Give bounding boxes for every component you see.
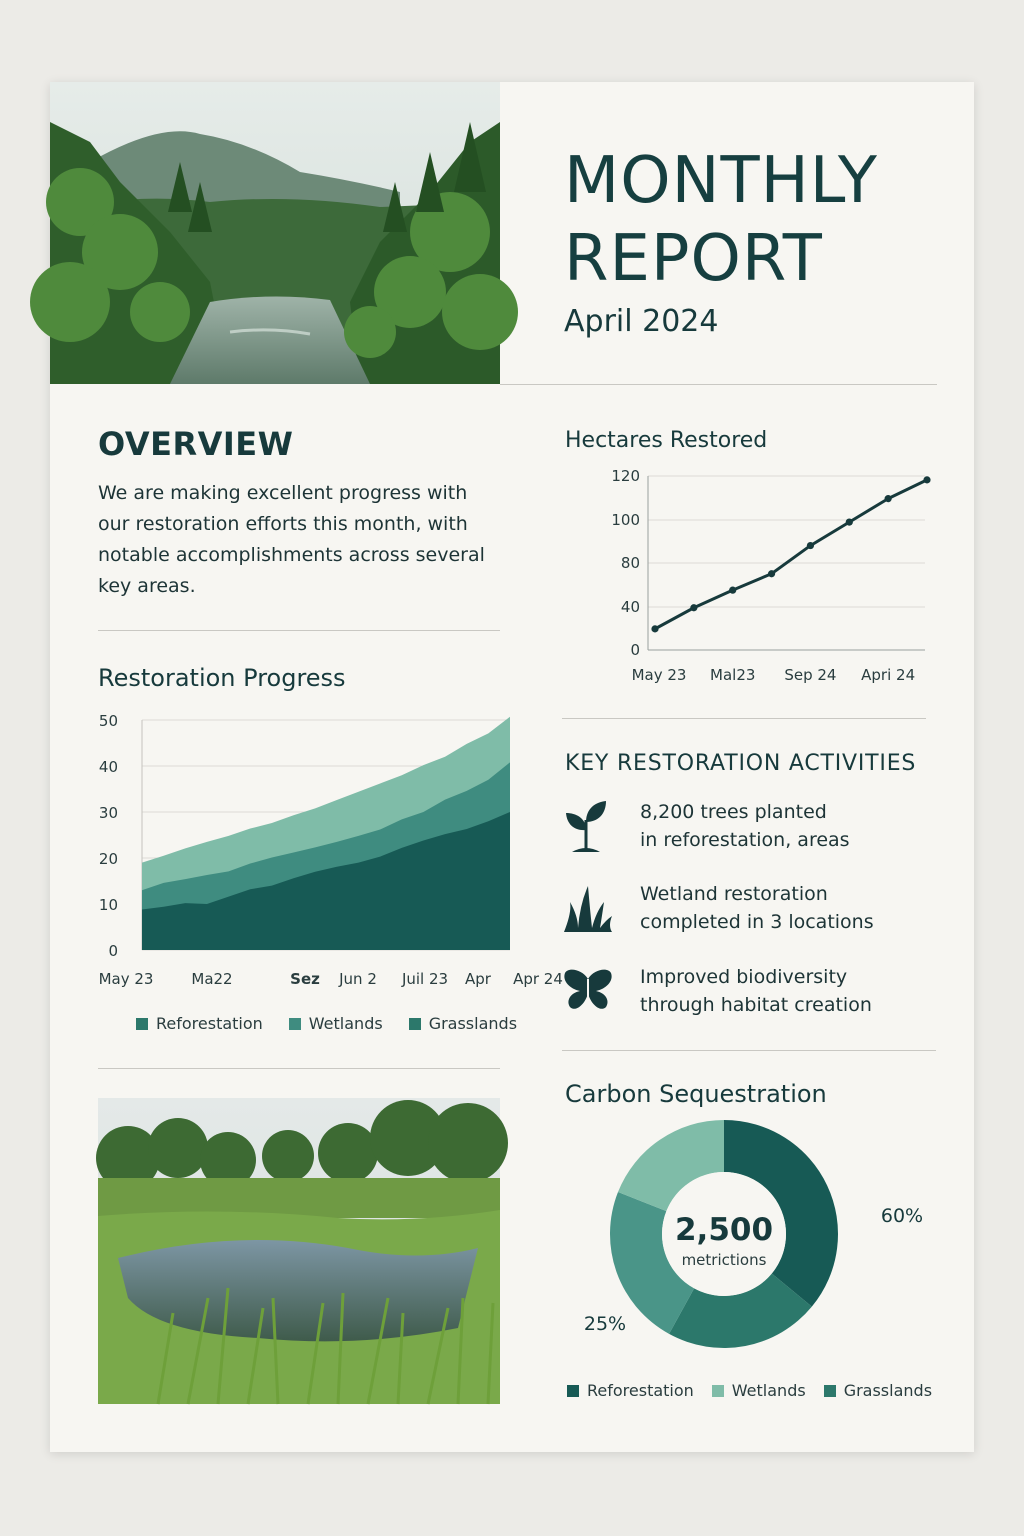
- butterfly-icon: [562, 967, 614, 1013]
- data-point: [729, 587, 736, 594]
- header-divider: [500, 384, 937, 385]
- y-tick-label: 0: [630, 641, 640, 659]
- legend-item-grasslands: Grasslands: [409, 1014, 517, 1033]
- y-tick-label: 10: [98, 896, 118, 914]
- seedling-icon: [562, 798, 610, 854]
- activities-heading: KEY RESTORATION ACTIVITIES: [565, 751, 917, 776]
- activity-text-trees: 8,200 trees planted in reforestation, areas: [640, 801, 850, 851]
- restoration-progress-legend: [136, 1014, 517, 1033]
- carbon-legend: [567, 1381, 932, 1400]
- progress-divider: [98, 1068, 500, 1069]
- slice-label: 25%: [583, 1313, 627, 1335]
- y-tick-label: 40: [620, 598, 640, 616]
- hectares-restored-title: Hectares Restored: [565, 428, 768, 453]
- x-tick-label: May 23: [98, 970, 154, 988]
- activity-text-biodiversity: Improved biodiversity through habitat creation: [640, 966, 872, 1016]
- data-point: [923, 476, 930, 483]
- x-tick-label: Apr 24: [513, 970, 563, 988]
- x-tick-label: Sep 24: [784, 666, 837, 684]
- activity-item-biodiversity: [562, 963, 942, 1023]
- y-tick-label: 120: [611, 467, 640, 485]
- carbon-sequestration-chart: [570, 1122, 940, 1372]
- data-point: [885, 495, 892, 502]
- y-tick-label: 0: [108, 942, 118, 960]
- overview-text: We are making excellent progress with our restoration efforts this month, with notable accomplishments across several key areas.: [98, 482, 485, 597]
- x-tick-label: Ma22: [191, 970, 233, 988]
- donut-center-label: metrictions: [681, 1251, 767, 1269]
- x-tick-label: Apr: [465, 970, 491, 988]
- slice-label: 60%: [880, 1205, 924, 1227]
- overview-heading: OVERVIEW: [98, 425, 294, 463]
- data-point: [690, 604, 697, 611]
- y-tick-label: 30: [98, 804, 118, 822]
- legend-item-grasslands: Grasslands: [824, 1381, 932, 1400]
- wetland-photo: [98, 1098, 500, 1404]
- report-page: [50, 82, 974, 1452]
- activities-divider: [562, 1050, 936, 1051]
- legend-item-reforestation: Reforestation: [567, 1381, 694, 1400]
- x-tick-label: Mal23: [710, 666, 756, 684]
- y-tick-label: 20: [98, 850, 118, 868]
- y-tick-label: 100: [611, 511, 640, 529]
- data-point: [846, 519, 853, 526]
- overview-divider: [98, 630, 500, 631]
- legend-item-reforestation: Reforestation: [136, 1014, 263, 1033]
- line-chart-divider: [562, 718, 926, 719]
- data-point: [807, 542, 814, 549]
- x-tick-label: Juil 23: [401, 970, 449, 988]
- y-tick-label: 40: [98, 758, 118, 776]
- x-tick-label: Sez: [290, 970, 320, 988]
- data-point: [768, 570, 775, 577]
- donut-center-value: 2,500: [674, 1212, 774, 1248]
- x-tick-label: Jun 2: [339, 970, 377, 988]
- hectares-restored-chart: [555, 464, 940, 694]
- restoration-progress-chart: [90, 702, 563, 992]
- x-tick-label: Apri 24: [861, 666, 916, 684]
- forest-river-photo: [50, 82, 500, 384]
- y-tick-label: 80: [620, 554, 640, 572]
- data-point: [651, 625, 658, 632]
- legend-item-wetlands: Wetlands: [289, 1014, 383, 1033]
- x-tick-label: May 23: [631, 666, 687, 684]
- y-tick-label: 50: [98, 712, 118, 730]
- legend-item-wetlands: Wetlands: [712, 1381, 806, 1400]
- activity-text-wetland: Wetland restoration completed in 3 locations: [640, 883, 874, 933]
- grass-icon: [562, 882, 614, 934]
- carbon-sequestration-title: Carbon Sequestration: [565, 1080, 827, 1108]
- activity-item-wetland: [562, 880, 942, 940]
- restoration-progress-title: Restoration Progress: [98, 664, 346, 692]
- activity-item-trees: [562, 798, 942, 858]
- report-title: MONTHLY REPORT: [564, 144, 878, 296]
- report-period: April 2024: [564, 304, 719, 339]
